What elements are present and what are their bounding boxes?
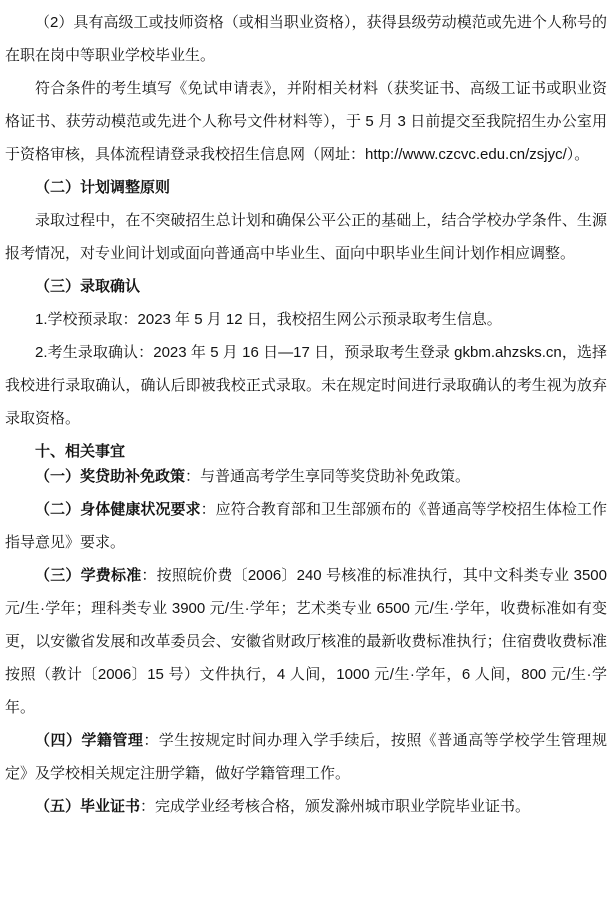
item-health-requirement-label: （二）身体健康状况要求 [35, 501, 201, 518]
item-student-status-management-label: （四）学籍管理 [35, 732, 144, 749]
item-tuition-standard-label: （三）学费标准 [35, 567, 142, 584]
para-school-pre-admission: 1.学校预录取：2023 年 5 月 12 日，我校招生网公示预录取考生信息。 [35, 311, 502, 328]
para-exemption-condition-2: （2）具有高级工或技师资格（或相当职业资格），获得县级劳动模范或先进个人称号的在职在岗中等职业学校毕业生。 [5, 14, 607, 64]
heading-plan-adjustment: （二）计划调整原则 [35, 179, 171, 196]
heading-related-matters: 十、相关事宜 [35, 443, 126, 460]
para-exemption-application: 符合条件的考生填写《免试申请表》，并附相关材料（获奖证书、高级工证书或职业资格证书、获劳动模范或先进个人称号文件材料等），于 5 月 3 日前提交至我院招生办公室用于资格审核，具体流程请登录我校招生信息网（网址：http://www.czcvc.edu.cn/zsjyc/）。 [5, 80, 607, 163]
item-diploma-label: （五）毕业证书 [35, 798, 141, 815]
item-tuition-standard-text: ：按照皖价费〔2006〕240 号核准的标准执行，其中文科类专业 3500 元/生·学年；理科类专业 3900 元/生·学年；艺术类专业 6500 元/生·学年，收费标准如有变更，以安徽省发展和改革委员会、安徽省财政厅核准的最新收费标准执行；住宿费收费标准按照（教计〔2006〕15 号）文件执行，4 人间，1000 元/生·学年，6 人间，800 元/生·学年。 [5, 567, 607, 716]
item-health-requirement [5, 493, 607, 559]
item-scholarship-policy-label: （一）奖贷助补免政策 [35, 468, 186, 485]
item-student-status-management-text: ：学生按规定时间办理入学手续后，按照《普通高等学校学生管理规定》及学校相关规定注册学籍，做好学籍管理工作。 [5, 732, 607, 782]
item-student-status-management [5, 724, 607, 790]
item-diploma [5, 790, 607, 823]
para-candidate-confirmation: 2.考生录取确认：2023 年 5 月 16 日—17 日，预录取考生登录 gkbm.ahzsks.cn，选择我校进行录取确认，确认后即被我校正式录取。未在规定时间进行录取确认的考生视为放弃录取资格。 [5, 344, 607, 427]
item-health-requirement-text: ：应符合教育部和卫生部颁布的《普通高等学校招生体检工作指导意见》要求。 [5, 501, 607, 551]
heading-admission-confirmation: （三）录取确认 [35, 278, 141, 295]
item-scholarship-policy [5, 460, 607, 493]
item-tuition-standard [5, 559, 607, 724]
item-diploma-text: ：完成学业经考核合格，颁发滁州城市职业学院毕业证书。 [140, 798, 531, 815]
para-plan-adjustment: 录取过程中，在不突破招生总计划和确保公平公正的基础上，结合学校办学条件、生源报考情况，对专业间计划或面向普通高中毕业生、面向中职毕业生间计划作相应调整。 [5, 212, 607, 262]
item-scholarship-policy-text: ：与普通高考学生享同等奖贷助补免政策。 [185, 468, 471, 485]
